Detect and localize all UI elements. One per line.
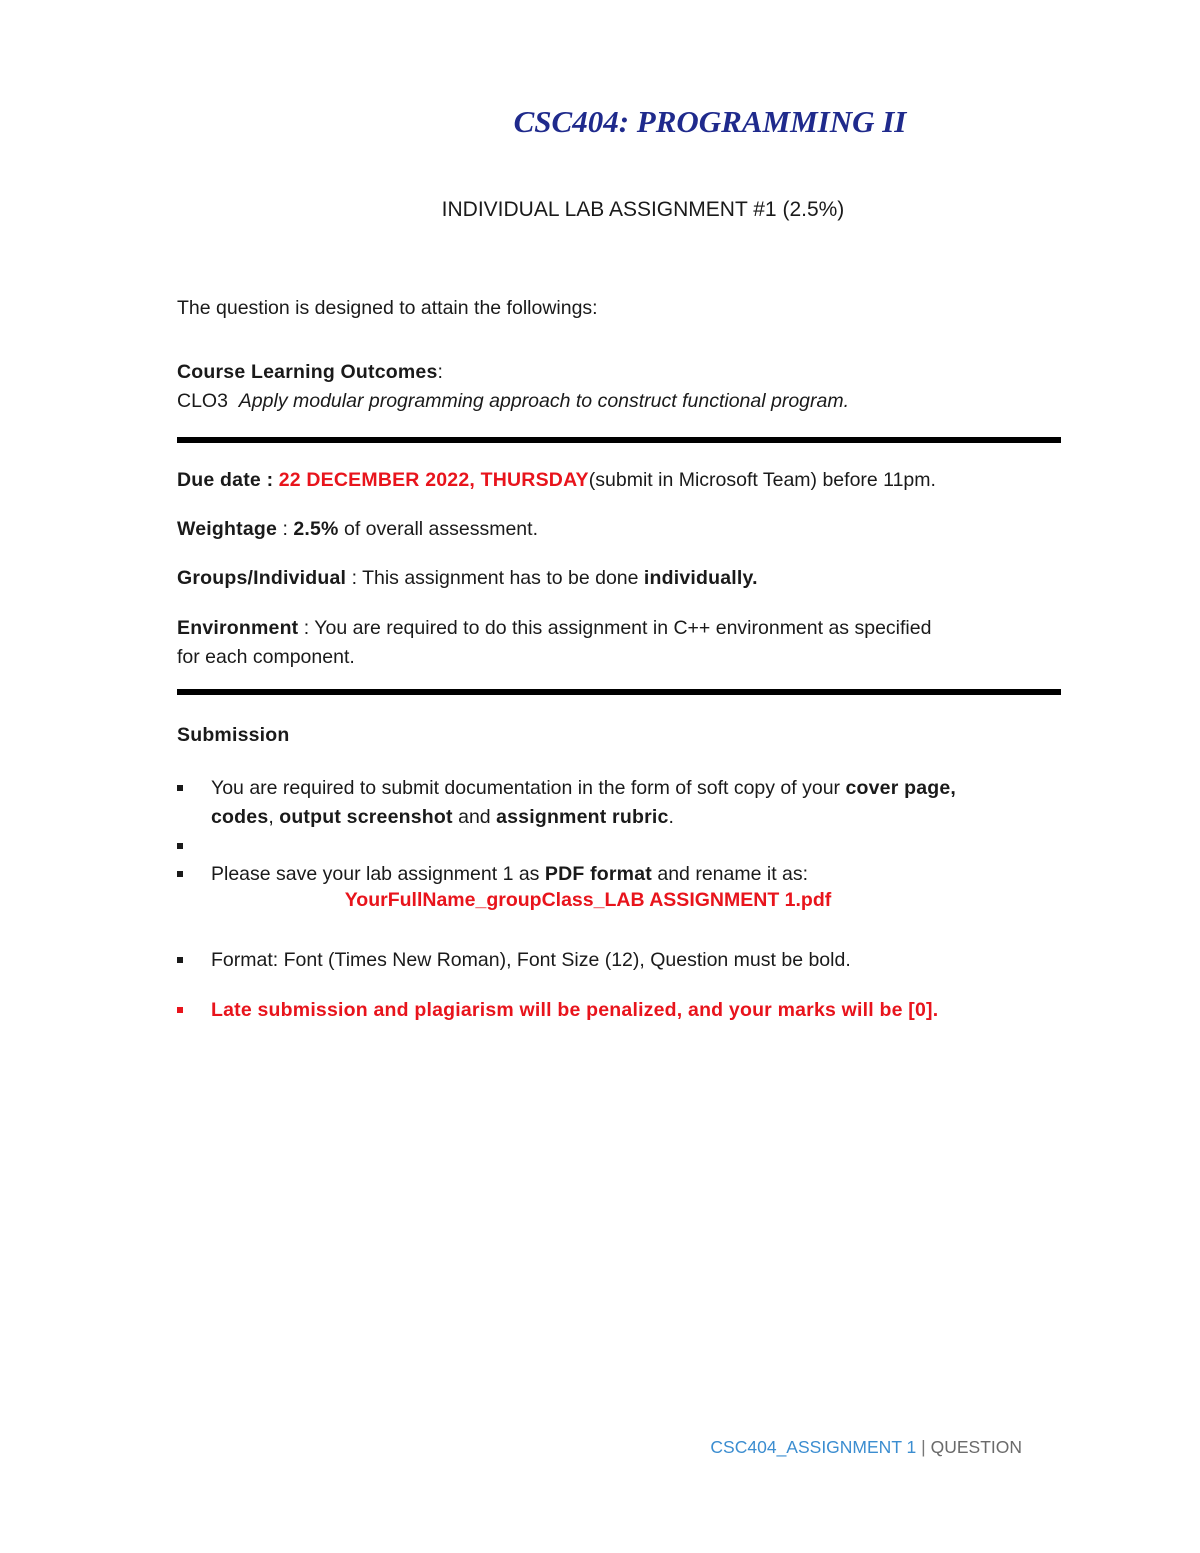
environment-text-1: : You are required to do this assignment in C++ environment as specified <box>298 617 932 639</box>
bullet-square-icon <box>177 957 183 963</box>
bullet-square-icon <box>177 871 183 877</box>
divider-bottom <box>177 689 1061 695</box>
clo-heading-line <box>177 358 443 387</box>
submission-item-1 <box>211 774 1041 832</box>
item3-pdf-format: PDF format <box>544 863 652 885</box>
weightage-sep: : <box>277 518 294 540</box>
clo-code: CLO3 <box>177 390 228 412</box>
item3-text: Please save your lab assignment 1 as <box>211 863 545 885</box>
item1-period: . <box>668 806 674 828</box>
weightage-label: Weightage <box>177 518 278 540</box>
clo-line <box>177 387 849 416</box>
item1-output-screenshot: output screenshot <box>279 806 453 828</box>
weightage-rest: of overall assessment. <box>338 518 538 540</box>
due-date-label: Due date : <box>177 469 274 491</box>
filename-example: YourFullName_groupClass_LAB ASSIGNMENT 1.pdf <box>344 889 832 911</box>
item3-rename: and rename it as: <box>651 863 809 885</box>
footer-left: CSC404_ASSIGNMENT 1 <box>710 1437 917 1457</box>
submission-item-4: Format: Font (Times New Roman), Font Size (12), Question must be bold. <box>211 949 851 971</box>
item1-codes: codes <box>211 806 269 828</box>
item1-and: and <box>452 806 497 828</box>
groups-emph: individually. <box>643 567 758 589</box>
due-date-value: 22 DECEMBER 2022, THURSDAY <box>278 469 589 491</box>
bullet-square-icon <box>177 843 183 849</box>
item1-cover-page: cover page, <box>845 777 957 799</box>
submission-item-5: Late submission and plagiarism will be penalized, and your marks will be [0]. <box>211 999 939 1021</box>
environment-line <box>177 614 931 643</box>
item1-rubric: assignment rubric <box>496 806 669 828</box>
clo-heading: Course Learning Outcomes <box>177 361 438 383</box>
item1-text: You are required to submit documentation in the form of soft copy of your <box>211 777 846 799</box>
environment-line-2: for each component. <box>177 646 355 668</box>
item1-sep: , <box>268 806 280 828</box>
clo-heading-colon: : <box>437 361 443 383</box>
lab-assignment-title: INDIVIDUAL LAB ASSIGNMENT #1 (2.5%) <box>441 198 845 221</box>
bullet-square-icon <box>177 1007 183 1013</box>
divider-top <box>177 437 1061 443</box>
weightage-line <box>177 515 538 544</box>
groups-label: Groups/Individual <box>177 567 347 589</box>
intro-text: The question is designed to attain the followings: <box>177 297 598 319</box>
due-date-line <box>177 466 936 495</box>
clo-text: Apply modular programming approach to construct functional program. <box>238 390 850 412</box>
submission-heading: Submission <box>177 724 290 746</box>
environment-label: Environment <box>177 617 299 639</box>
due-date-note: (submit in Microsoft Team) before 11pm. <box>588 469 936 491</box>
bullet-square-icon <box>177 785 183 791</box>
groups-text: : This assignment has to be done <box>346 567 644 589</box>
footer-separator: | <box>921 1437 926 1457</box>
groups-line <box>177 564 758 593</box>
course-title: CSC404: PROGRAMMING II <box>513 104 907 139</box>
footer-right: QUESTION <box>930 1437 1022 1457</box>
page-footer <box>710 1437 1022 1458</box>
weightage-value: 2.5% <box>293 518 339 540</box>
submission-item-3 <box>211 860 1041 889</box>
